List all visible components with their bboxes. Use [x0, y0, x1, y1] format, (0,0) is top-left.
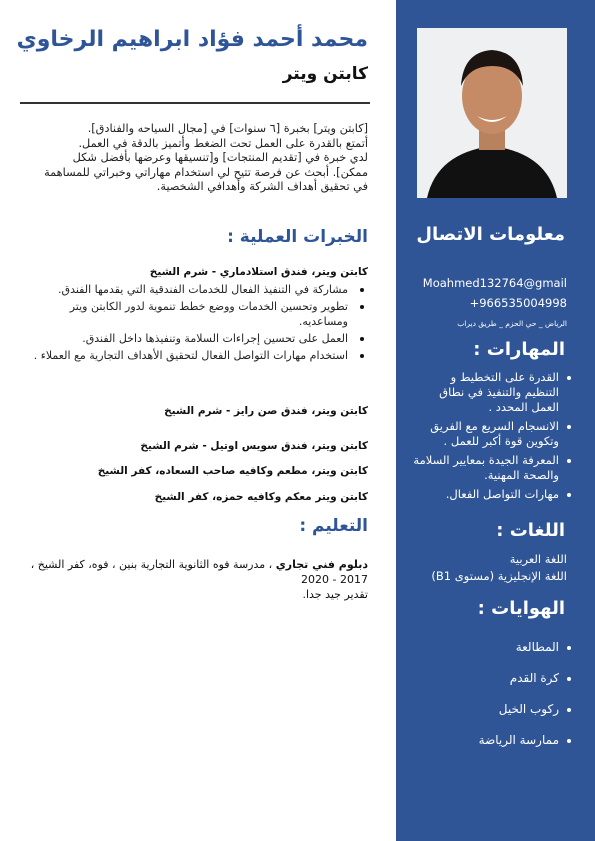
skill-item: مهارات التواصل الفعال.: [413, 487, 573, 502]
profile-summary: [23, 122, 368, 195]
profile-line: لدي خبرة في [تقديم المنتجات] و[تنسيقها وعرضها بأفضل شكل: [72, 151, 368, 164]
education-school: ، مدرسة فوه الثانوية التجارية بنين ، فوه، كفر الشيخ ،: [30, 558, 273, 571]
skill-item: الانسجام السريع مع الفريق وتكوين قوة أكبر للعمل .: [413, 419, 573, 449]
duty-item: مشاركة في التنفيذ الفعال للخدمات الفندقية التي يقدمها الفندق.: [28, 282, 368, 297]
education-heading: التعليم :: [299, 516, 368, 536]
contact-email[interactable]: Moahmed132764@gmail: [422, 276, 567, 290]
job-entry: كابتن ويتر، فندق صن رايز - شرم الشيخ: [164, 405, 368, 417]
job-entry: كابتن ويتر، فندق استلادماري - شرم الشيخ: [149, 266, 368, 278]
languages-heading: اللغات :: [496, 520, 565, 541]
education-grade: تقدير جيد جدا.: [302, 588, 368, 601]
skill-item: القدرة على التخطيط و التنظيم والتنفيذ في نطاق العمل المحدد .: [413, 370, 573, 415]
contact-heading: معلومات الاتصال: [416, 224, 565, 245]
education-entry: [23, 557, 368, 602]
experience-heading: الخبرات العملية :: [227, 227, 368, 247]
hobby-item: ممارسة الرياضة: [413, 733, 573, 748]
job-entry: كابتن ويتر، فندق سويس اوتيل - شرم الشيخ: [140, 440, 368, 452]
education-degree: دبلوم فني تجاري: [275, 558, 368, 571]
profile-line: [كابتن ويتر] بخبرة [٦ سنوات] في [مجال السياحه والفنادق].: [87, 122, 368, 135]
skill-item: المعرفة الجيدة بمعايير السلامة والصحة المهنية.: [413, 453, 573, 483]
hobbies-list: [413, 640, 573, 764]
sidebar: [396, 0, 595, 841]
profile-line: في تحقيق أهداف الشركة وأهدافي الشخصية.: [156, 180, 368, 193]
duties-list: [28, 282, 368, 365]
language-item: اللغة الإنجليزية (مستوى B1): [431, 569, 567, 583]
hobby-item: ركوب الخيل: [413, 702, 573, 717]
profile-photo: [417, 28, 567, 198]
duty-item: تطوير وتحسين الخدمات ووضع خطط تنموية لدور الكابتن ويتر ومساعديه.: [28, 299, 368, 329]
language-item: اللغة العربية: [509, 552, 567, 566]
skills-list: [413, 370, 573, 506]
duty-item: استخدام مهارات التواصل الفعال لتحقيق الأهداف التجارية مع العملاء .: [28, 348, 368, 363]
contact-phone[interactable]: +966535004998: [469, 296, 567, 310]
profile-line: ممكن]. أبحث عن فرصة تتيح لي استخدام مهاراتي وخبراتي للمساهمة: [44, 165, 368, 179]
hobbies-heading: الهوايات :: [477, 598, 565, 619]
hobby-item: كرة القدم: [413, 671, 573, 686]
header-divider: [20, 102, 370, 104]
contact-address: الرياض _ حي الحزم _ طريق ديراب: [457, 319, 567, 328]
job-entry: كابتن ويتر معكم وكافيه حمزه، كفر الشيخ: [154, 491, 368, 503]
job-title: كابتن ويتر: [282, 64, 368, 84]
profile-line: أتمتع بالقدرة على العمل تحت الضغط وأتميز بالدقة في العمل.: [78, 136, 368, 150]
hobby-item: المطالعة: [413, 640, 573, 655]
skills-heading: المهارات :: [473, 339, 565, 360]
job-entry: كابتن ويتر، مطعم وكافيه صاحب السعاده، كفر الشيخ: [97, 465, 368, 477]
duty-item: العمل على تحسين إجراءات السلامة وتنفيذها داخل الفندق.: [28, 331, 368, 346]
person-name: محمد أحمد فؤاد ابراهيم الرخاوي: [16, 27, 368, 52]
education-years: 2017 - 2020: [301, 573, 368, 586]
